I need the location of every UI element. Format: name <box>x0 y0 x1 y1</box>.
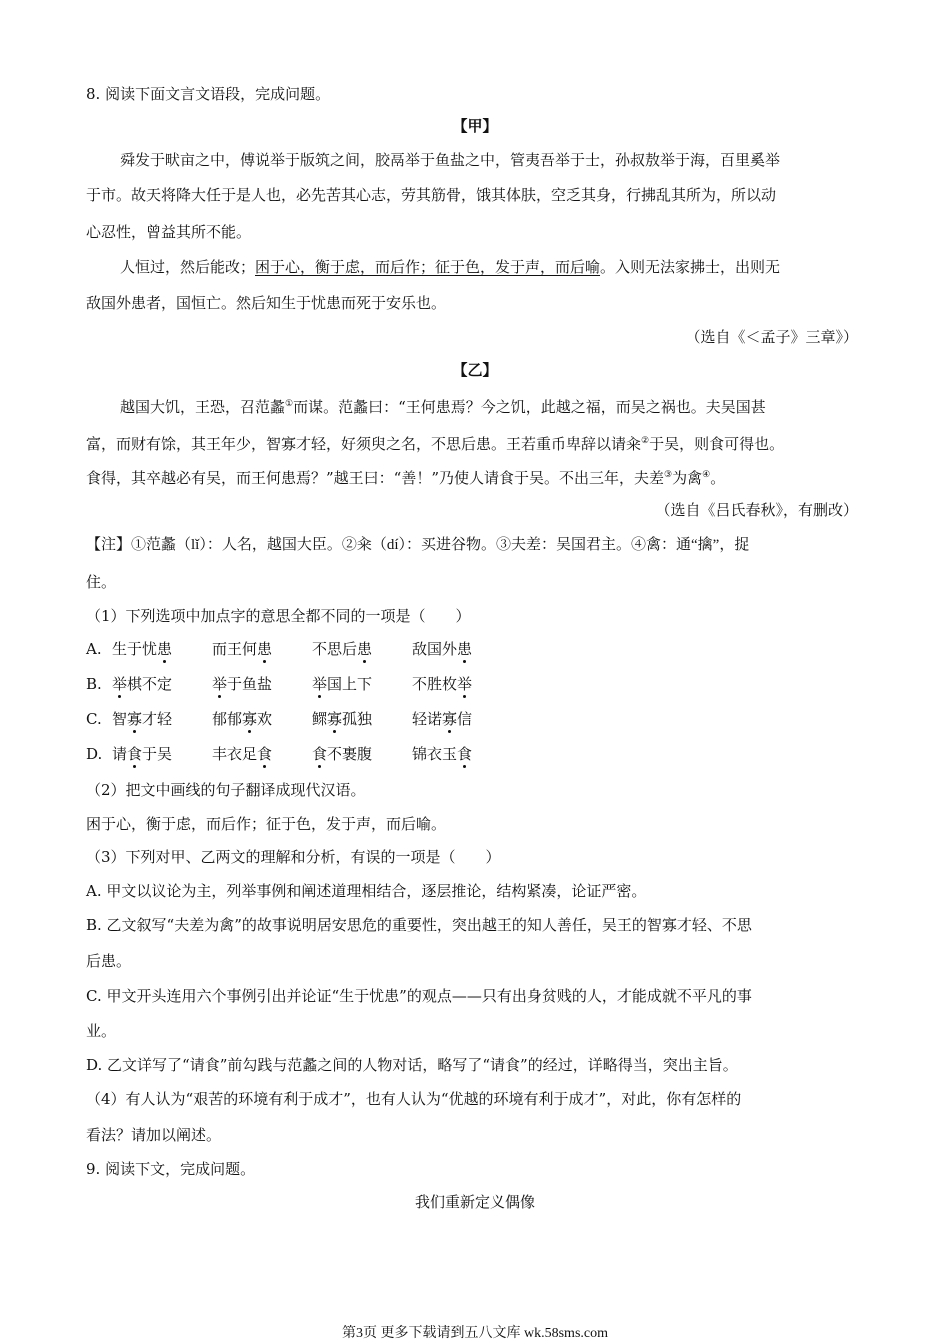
option-phrase <box>112 709 172 729</box>
option-label: C. <box>86 710 102 728</box>
sub4-line1: （4）有人认为“艰苦的环境有利于成才”，也有人认为“优越的环境有利于成才”，对此，你有怎样的 <box>86 1090 742 1108</box>
yi-line2 <box>86 431 784 454</box>
sub1-question: （1）下列选项中加点字的意思全都不同的一项是（ ） <box>86 607 471 625</box>
option-phrase <box>412 639 472 659</box>
phrase-prefix: 丰衣足 <box>212 745 258 763</box>
yi-line2-a: 富，而财有馀，其王年少，智寡才轻，好须臾之名，不思后患。王若重币卑辞以请籴 <box>86 435 642 453</box>
phrase-prefix: 不胜枚 <box>412 675 458 693</box>
note-ref-4: ④ <box>702 470 711 480</box>
dotted-character: 寡 <box>442 710 458 728</box>
option-label: B. <box>86 675 102 693</box>
sub3-option-a: A. 甲文以议论为主，列举事例和阐述道理相结合，逐层推论，结构紧凑，论证严密。 <box>86 882 647 900</box>
option-phrase <box>212 744 272 764</box>
sub4-line2: 看法？请加以阐述。 <box>86 1126 222 1144</box>
jia-p2-line1 <box>120 257 780 277</box>
dotted-character: 寡 <box>327 710 343 728</box>
option-phrase <box>212 674 272 694</box>
phrase-prefix: 而王何 <box>212 640 258 658</box>
dotted-character: 举 <box>312 675 328 693</box>
phrase-suffix: 孤独 <box>342 710 373 728</box>
yi-line3 <box>86 465 725 488</box>
option-phrase <box>112 744 172 764</box>
dotted-character: 寡 <box>242 710 258 728</box>
dotted-character: 患 <box>157 640 173 658</box>
phrase-prefix: 不思后 <box>312 640 358 658</box>
sub2-sentence: 困于心，衡于虑，而后作；征于色，发于声，而后喻。 <box>86 815 447 833</box>
dotted-character: 患 <box>257 640 273 658</box>
yi-line3-b: 为禽 <box>672 469 703 487</box>
jia-p1-line2: 于市。故天将降大任于是人也，必先苦其心志，劳其筋骨，饿其体肤，空乏其身，行拂乱其所为，所以动 <box>86 186 777 204</box>
phrase-suffix: 信 <box>457 710 473 728</box>
note-ref-1: ① <box>285 399 294 409</box>
phrase-prefix: 生于忧 <box>112 640 158 658</box>
phrase-suffix: 不裹腹 <box>327 745 373 763</box>
jia-p1-line1: 舜发于畎亩之中，傅说举于版筑之间，胶鬲举于鱼盐之中，管夷吾举于士，孙叔敖举于海，百里奚举 <box>120 151 781 169</box>
dotted-character: 寡 <box>127 710 143 728</box>
dotted-character: 举 <box>212 675 228 693</box>
sub2-question: （2）把文中画线的句子翻译成现代汉语。 <box>86 781 366 799</box>
sub3-option-b-line1: B. 乙文叙写“夫差为禽”的故事说明居安思危的重要性，突出越王的知人善任，吴王的智寡才轻、不思 <box>86 916 752 934</box>
dotted-character: 食 <box>257 745 273 763</box>
dotted-character: 食 <box>127 745 143 763</box>
dotted-character: 食 <box>457 745 473 763</box>
yi-header: 【乙】 <box>452 361 498 379</box>
dotted-character: 患 <box>357 640 373 658</box>
notes-line2: 住。 <box>86 573 117 591</box>
phrase-prefix: 鳏 <box>312 710 328 728</box>
phrase-suffix: 才轻 <box>142 710 173 728</box>
option-phrase <box>112 674 172 694</box>
dotted-character: 患 <box>457 640 473 658</box>
dotted-character: 食 <box>312 745 328 763</box>
q9-title: 9. 阅读下文，完成问题。 <box>86 1160 256 1178</box>
phrase-prefix: 轻诺 <box>412 710 443 728</box>
phrase-suffix: 于吴 <box>142 745 173 763</box>
note-ref-2: ② <box>641 436 650 446</box>
jia-p1-line3: 心忍性，曾益其所不能。 <box>86 223 252 241</box>
sub3-question: （3）下列对甲、乙两文的理解和分析，有误的一项是（ ） <box>86 848 501 866</box>
notes-line1: 【注】①范蠡（lǐ）：人名，越国大臣。②籴（dí）：买进谷物。③夫差：吴国君主。④禽：通“擒”，捉 <box>86 537 750 553</box>
yi-line2-b: 于吴，则食可得也。 <box>649 435 785 453</box>
phrase-prefix: 郁郁 <box>212 710 243 728</box>
q8-title: 8. 阅读下面文言文语段，完成问题。 <box>86 85 331 103</box>
sub3-option-c-line1: C. 甲文开头连用六个事例引出并论证“生于忧患”的观点——只有出身贫贱的人，才能成就不平凡的事 <box>86 987 752 1005</box>
phrase-prefix: 请 <box>112 745 128 763</box>
option-label: A. <box>86 640 102 658</box>
option-phrase <box>312 709 372 729</box>
jia-header: 【甲】 <box>452 117 498 135</box>
option-phrase <box>312 744 372 764</box>
phrase-suffix: 于鱼盐 <box>227 675 273 693</box>
yi-line3-a: 食得，其卒越必有吴，而王何患焉？”越王曰：“善！”乃使人请食于吴。不出三年，夫差 <box>86 469 665 487</box>
option-phrase <box>312 639 372 659</box>
jia-p2-pre: 人恒过，然后能改； <box>120 258 256 276</box>
yi-line3-c: 。 <box>710 469 726 487</box>
phrase-suffix: 棋不定 <box>127 675 173 693</box>
option-phrase <box>312 674 372 694</box>
sub3-option-b-line2: 后患。 <box>86 952 132 970</box>
sub3-option-c-line2: 业。 <box>86 1022 117 1040</box>
option-phrase <box>212 709 272 729</box>
phrase-prefix: 智 <box>112 710 128 728</box>
jia-source: （选自《＜孟子》三章》） <box>685 328 858 346</box>
yi-line1-b: 而谋。范蠡曰：“王何患焉？今之饥，此越之福，而吴之祸也。夫吴国甚 <box>293 398 766 416</box>
option-phrase <box>212 639 272 659</box>
yi-source: （选自《吕氏春秋》，有删改） <box>655 501 858 519</box>
sub3-option-d: D. 乙文详写了“请食”前勾践与范蠡之间的人物对话，略写了“请食”的经过，详略得当，突出主旨。 <box>86 1056 738 1074</box>
phrase-suffix: 欢 <box>257 710 273 728</box>
dotted-character: 举 <box>457 675 473 693</box>
page-footer: 第3页 更多下载请到五八文库 wk.58sms.com <box>342 1326 608 1341</box>
option-phrase <box>412 709 472 729</box>
option-phrase <box>112 639 172 659</box>
phrase-suffix: 国上下 <box>327 675 373 693</box>
phrase-prefix: 敌国外 <box>412 640 458 658</box>
phrase-prefix: 锦衣玉 <box>412 745 458 763</box>
jia-p2-line2: 敌国外患者，国恒亡。然后知生于忧患而死于安乐也。 <box>86 294 447 312</box>
yi-line1-a: 越国大饥，王恐，召范蠡 <box>120 398 286 416</box>
dotted-character: 举 <box>112 675 128 693</box>
option-label: D. <box>86 745 103 763</box>
yi-line1 <box>120 394 766 417</box>
q9-article-title: 我们重新定义偶像 <box>414 1193 535 1211</box>
underlined-sentence: 困于心，衡于虑，而后作；征于色，发于声，而后喻 <box>255 258 601 276</box>
option-phrase <box>412 744 472 764</box>
jia-p2-post: 。入则无法家拂士，出则无 <box>600 258 781 276</box>
option-phrase <box>412 674 472 694</box>
note-ref-3: ③ <box>664 470 673 480</box>
